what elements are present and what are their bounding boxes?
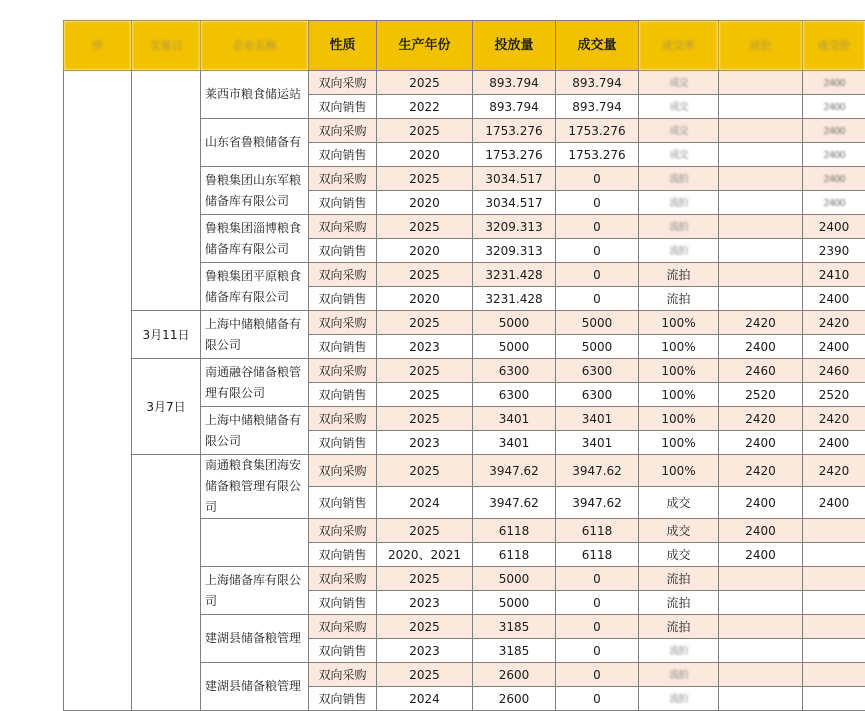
rate-cell bbox=[639, 639, 719, 663]
table-row bbox=[64, 359, 865, 383]
volume-cell: 3185 bbox=[473, 615, 556, 639]
base-cell bbox=[719, 71, 803, 95]
base-cell: 2420 bbox=[719, 455, 803, 487]
date-cell bbox=[132, 71, 201, 311]
header-cell: 企业名称 bbox=[201, 21, 309, 71]
price-cell: 2390 bbox=[803, 239, 865, 263]
base-cell: 2420 bbox=[719, 407, 803, 431]
type-cell: 双向销售 bbox=[309, 687, 377, 711]
redacted-value: 2400 bbox=[823, 173, 844, 187]
company-name-cell: 上海储备库有限公司 bbox=[201, 567, 309, 615]
base-cell: 2460 bbox=[719, 359, 803, 383]
deal-cell: 6300 bbox=[556, 359, 639, 383]
year-cell: 2025 bbox=[377, 71, 473, 95]
year-cell: 2023 bbox=[377, 335, 473, 359]
type-cell: 双向销售 bbox=[309, 287, 377, 311]
redacted-value: 2400 bbox=[823, 197, 844, 211]
base-cell bbox=[719, 215, 803, 239]
volume-cell: 3947.62 bbox=[473, 455, 556, 487]
base-cell: 2400 bbox=[719, 519, 803, 543]
rate-cell: 100% bbox=[639, 455, 719, 487]
price-cell bbox=[803, 543, 865, 567]
index-cell bbox=[64, 71, 132, 711]
type-cell: 双向销售 bbox=[309, 639, 377, 663]
volume-cell: 6118 bbox=[473, 519, 556, 543]
rate-cell bbox=[639, 71, 719, 95]
rate-cell: 流拍 bbox=[639, 591, 719, 615]
type-cell: 双向采购 bbox=[309, 263, 377, 287]
redacted-value: 2400 bbox=[823, 125, 844, 139]
base-cell bbox=[719, 95, 803, 119]
deal-cell: 5000 bbox=[556, 335, 639, 359]
type-cell: 双向销售 bbox=[309, 239, 377, 263]
rate-cell bbox=[639, 119, 719, 143]
type-cell: 双向采购 bbox=[309, 119, 377, 143]
date-cell: 3月7日 bbox=[132, 359, 201, 455]
price-cell bbox=[803, 191, 865, 215]
rate-cell bbox=[639, 167, 719, 191]
price-cell bbox=[803, 95, 865, 119]
rate-cell: 100% bbox=[639, 359, 719, 383]
price-cell: 2520 bbox=[803, 383, 865, 407]
price-cell bbox=[803, 71, 865, 95]
rate-cell bbox=[639, 191, 719, 215]
rate-cell: 100% bbox=[639, 407, 719, 431]
company-name-cell: 上海中储粮储备有限公司 bbox=[201, 311, 309, 359]
type-cell: 双向销售 bbox=[309, 143, 377, 167]
type-cell: 双向采购 bbox=[309, 311, 377, 335]
volume-cell: 3401 bbox=[473, 407, 556, 431]
deal-cell: 0 bbox=[556, 191, 639, 215]
rate-cell: 流拍 bbox=[639, 567, 719, 591]
redacted-value: 流拍 bbox=[670, 669, 688, 683]
price-cell bbox=[803, 591, 865, 615]
type-cell: 双向销售 bbox=[309, 95, 377, 119]
type-cell: 双向销售 bbox=[309, 335, 377, 359]
deal-cell: 0 bbox=[556, 215, 639, 239]
volume-cell: 3209.313 bbox=[473, 215, 556, 239]
year-cell: 2025 bbox=[377, 263, 473, 287]
year-cell: 2020 bbox=[377, 143, 473, 167]
volume-cell: 1753.276 bbox=[473, 119, 556, 143]
deal-cell: 5000 bbox=[556, 311, 639, 335]
year-cell: 2023 bbox=[377, 591, 473, 615]
rate-cell bbox=[639, 663, 719, 687]
deal-cell: 0 bbox=[556, 167, 639, 191]
header-cell: 序 bbox=[64, 21, 132, 71]
deal-cell: 6118 bbox=[556, 519, 639, 543]
volume-cell: 6118 bbox=[473, 543, 556, 567]
year-cell: 2025 bbox=[377, 383, 473, 407]
year-cell: 2025 bbox=[377, 615, 473, 639]
volume-cell: 3034.517 bbox=[473, 167, 556, 191]
deal-cell: 0 bbox=[556, 567, 639, 591]
deal-cell: 893.794 bbox=[556, 95, 639, 119]
rate-cell bbox=[639, 143, 719, 167]
type-cell: 双向采购 bbox=[309, 71, 377, 95]
year-cell: 2020 bbox=[377, 239, 473, 263]
price-cell: 2400 bbox=[803, 335, 865, 359]
rate-cell: 成交 bbox=[639, 519, 719, 543]
volume-cell: 3401 bbox=[473, 431, 556, 455]
price-cell: 2420 bbox=[803, 407, 865, 431]
header-cell: 交易日 bbox=[132, 21, 201, 71]
type-cell: 双向销售 bbox=[309, 191, 377, 215]
company-name-cell: 南通粮食集团海安储备粮管理有限公司 bbox=[201, 455, 309, 519]
auction-results-table bbox=[63, 20, 865, 711]
volume-cell: 893.794 bbox=[473, 95, 556, 119]
rate-cell: 100% bbox=[639, 335, 719, 359]
year-cell: 2025 bbox=[377, 167, 473, 191]
year-cell: 2025 bbox=[377, 567, 473, 591]
rate-cell: 100% bbox=[639, 383, 719, 407]
price-cell bbox=[803, 663, 865, 687]
company-name-cell: 鲁粮集团淄博粮食储备库有限公司 bbox=[201, 215, 309, 263]
volume-cell: 5000 bbox=[473, 567, 556, 591]
volume-cell: 3034.517 bbox=[473, 191, 556, 215]
price-cell bbox=[803, 519, 865, 543]
company-name-cell: 建湖县储备粮管理 bbox=[201, 615, 309, 663]
type-cell: 双向采购 bbox=[309, 215, 377, 239]
deal-cell: 3401 bbox=[556, 431, 639, 455]
redacted-value: 成交 bbox=[670, 125, 688, 139]
volume-cell: 2600 bbox=[473, 687, 556, 711]
year-cell: 2025 bbox=[377, 359, 473, 383]
price-cell bbox=[803, 143, 865, 167]
deal-cell: 0 bbox=[556, 687, 639, 711]
base-cell bbox=[719, 263, 803, 287]
company-name-cell: 鲁粮集团山东军粮储备库有限公司 bbox=[201, 167, 309, 215]
type-cell: 双向采购 bbox=[309, 663, 377, 687]
base-cell bbox=[719, 167, 803, 191]
deal-cell: 3401 bbox=[556, 407, 639, 431]
deal-cell: 0 bbox=[556, 239, 639, 263]
base-cell bbox=[719, 615, 803, 639]
base-cell bbox=[719, 663, 803, 687]
company-name-cell: 莱西市粮食储运站 bbox=[201, 71, 309, 119]
base-cell: 2420 bbox=[719, 311, 803, 335]
rate-cell: 100% bbox=[639, 431, 719, 455]
deal-cell: 0 bbox=[556, 287, 639, 311]
base-cell bbox=[719, 143, 803, 167]
year-cell: 2024 bbox=[377, 487, 473, 519]
type-cell: 双向采购 bbox=[309, 615, 377, 639]
deal-cell: 0 bbox=[556, 263, 639, 287]
header-cell: 生产年份 bbox=[377, 21, 473, 71]
price-cell: 2460 bbox=[803, 359, 865, 383]
price-cell: 2410 bbox=[803, 263, 865, 287]
company-name-cell: 山东省鲁粮储备有 bbox=[201, 119, 309, 167]
company-name-cell bbox=[201, 519, 309, 567]
rate-cell: 成交 bbox=[639, 487, 719, 519]
base-cell bbox=[719, 119, 803, 143]
type-cell: 双向采购 bbox=[309, 519, 377, 543]
base-cell bbox=[719, 567, 803, 591]
deal-cell: 6300 bbox=[556, 383, 639, 407]
rate-cell: 流拍 bbox=[639, 287, 719, 311]
price-cell bbox=[803, 639, 865, 663]
redacted-value: 成交 bbox=[670, 149, 688, 163]
deal-cell: 1753.276 bbox=[556, 143, 639, 167]
rate-cell bbox=[639, 95, 719, 119]
year-cell: 2022 bbox=[377, 95, 473, 119]
base-cell: 2520 bbox=[719, 383, 803, 407]
table-row bbox=[64, 311, 865, 335]
rate-cell: 成交 bbox=[639, 543, 719, 567]
year-cell: 2020、2021 bbox=[377, 543, 473, 567]
redacted-value: 流拍 bbox=[670, 173, 688, 187]
price-cell bbox=[803, 615, 865, 639]
deal-cell: 0 bbox=[556, 639, 639, 663]
company-name-cell: 鲁粮集团平原粮食储备库有限公司 bbox=[201, 263, 309, 311]
header-cell: 底价 bbox=[719, 21, 803, 71]
base-cell bbox=[719, 639, 803, 663]
price-cell: 2420 bbox=[803, 455, 865, 487]
base-cell bbox=[719, 191, 803, 215]
redacted-value: 2400 bbox=[823, 77, 844, 91]
deal-cell: 893.794 bbox=[556, 71, 639, 95]
rate-cell bbox=[639, 215, 719, 239]
type-cell: 双向采购 bbox=[309, 359, 377, 383]
type-cell: 双向采购 bbox=[309, 567, 377, 591]
rate-cell bbox=[639, 239, 719, 263]
volume-cell: 5000 bbox=[473, 591, 556, 615]
company-name-cell: 上海中储粮储备有限公司 bbox=[201, 407, 309, 455]
volume-cell: 6300 bbox=[473, 383, 556, 407]
price-cell: 2400 bbox=[803, 287, 865, 311]
volume-cell: 5000 bbox=[473, 311, 556, 335]
volume-cell: 6300 bbox=[473, 359, 556, 383]
base-cell bbox=[719, 287, 803, 311]
volume-cell: 3231.428 bbox=[473, 263, 556, 287]
table-row bbox=[64, 455, 865, 487]
year-cell: 2025 bbox=[377, 215, 473, 239]
year-cell: 2020 bbox=[377, 287, 473, 311]
volume-cell: 2600 bbox=[473, 663, 556, 687]
price-cell: 2400 bbox=[803, 215, 865, 239]
redacted-value: 流拍 bbox=[670, 245, 688, 259]
base-cell: 2400 bbox=[719, 431, 803, 455]
type-cell: 双向采购 bbox=[309, 455, 377, 487]
redacted-value: 流拍 bbox=[670, 693, 688, 707]
deal-cell: 0 bbox=[556, 591, 639, 615]
type-cell: 双向销售 bbox=[309, 591, 377, 615]
header-cell: 成交价 bbox=[803, 21, 865, 71]
header-cell: 成交量 bbox=[556, 21, 639, 71]
volume-cell: 3947.62 bbox=[473, 487, 556, 519]
price-cell bbox=[803, 567, 865, 591]
type-cell: 双向采购 bbox=[309, 167, 377, 191]
volume-cell: 5000 bbox=[473, 335, 556, 359]
base-cell bbox=[719, 239, 803, 263]
price-cell bbox=[803, 119, 865, 143]
year-cell: 2025 bbox=[377, 119, 473, 143]
redacted-value: 成交 bbox=[670, 77, 688, 91]
company-name-cell: 南通融谷储备粮管理有限公司 bbox=[201, 359, 309, 407]
volume-cell: 1753.276 bbox=[473, 143, 556, 167]
rate-cell: 流拍 bbox=[639, 615, 719, 639]
type-cell: 双向销售 bbox=[309, 487, 377, 519]
rate-cell: 流拍 bbox=[639, 263, 719, 287]
header-cell: 成交率 bbox=[639, 21, 719, 71]
year-cell: 2024 bbox=[377, 687, 473, 711]
base-cell: 2400 bbox=[719, 543, 803, 567]
header-row bbox=[64, 21, 865, 71]
year-cell: 2023 bbox=[377, 431, 473, 455]
year-cell: 2025 bbox=[377, 407, 473, 431]
deal-cell: 3947.62 bbox=[556, 455, 639, 487]
redacted-value: 2400 bbox=[823, 101, 844, 115]
header-cell: 性质 bbox=[309, 21, 377, 71]
redacted-value: 成交 bbox=[670, 101, 688, 115]
company-name-cell: 建湖县储备粮管理 bbox=[201, 663, 309, 711]
price-cell: 2400 bbox=[803, 431, 865, 455]
year-cell: 2025 bbox=[377, 455, 473, 487]
date-cell: 3月11日 bbox=[132, 311, 201, 359]
deal-cell: 0 bbox=[556, 615, 639, 639]
year-cell: 2020 bbox=[377, 191, 473, 215]
year-cell: 2025 bbox=[377, 311, 473, 335]
deal-cell: 6118 bbox=[556, 543, 639, 567]
table-row bbox=[64, 71, 865, 95]
redacted-value: 流拍 bbox=[670, 645, 688, 659]
volume-cell: 893.794 bbox=[473, 71, 556, 95]
type-cell: 双向销售 bbox=[309, 431, 377, 455]
year-cell: 2025 bbox=[377, 663, 473, 687]
year-cell: 2023 bbox=[377, 639, 473, 663]
redacted-value: 流拍 bbox=[670, 221, 688, 235]
price-cell: 2420 bbox=[803, 311, 865, 335]
type-cell: 双向销售 bbox=[309, 543, 377, 567]
volume-cell: 3209.313 bbox=[473, 239, 556, 263]
deal-cell: 1753.276 bbox=[556, 119, 639, 143]
table-body bbox=[64, 71, 865, 711]
type-cell: 双向销售 bbox=[309, 383, 377, 407]
date-cell bbox=[132, 455, 201, 711]
base-cell: 2400 bbox=[719, 487, 803, 519]
rate-cell: 100% bbox=[639, 311, 719, 335]
type-cell: 双向采购 bbox=[309, 407, 377, 431]
redacted-value: 流拍 bbox=[670, 197, 688, 211]
year-cell: 2025 bbox=[377, 519, 473, 543]
price-cell bbox=[803, 167, 865, 191]
base-cell bbox=[719, 591, 803, 615]
base-cell: 2400 bbox=[719, 335, 803, 359]
redacted-value: 2400 bbox=[823, 149, 844, 163]
price-cell: 2400 bbox=[803, 487, 865, 519]
volume-cell: 3185 bbox=[473, 639, 556, 663]
volume-cell: 3231.428 bbox=[473, 287, 556, 311]
header-cell: 投放量 bbox=[473, 21, 556, 71]
deal-cell: 0 bbox=[556, 663, 639, 687]
deal-cell: 3947.62 bbox=[556, 487, 639, 519]
